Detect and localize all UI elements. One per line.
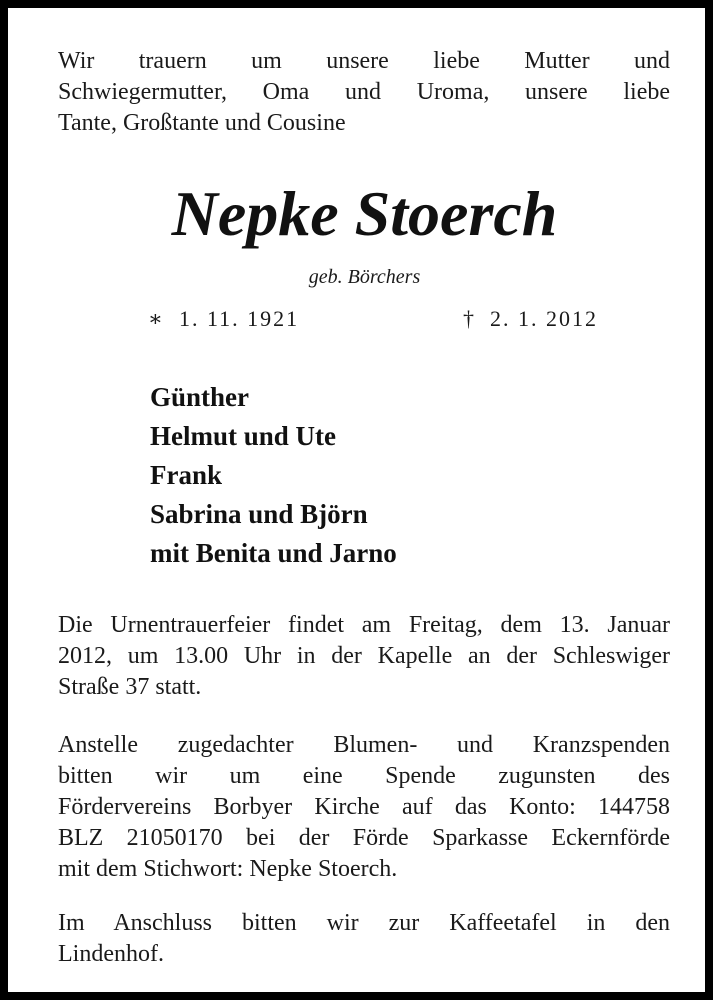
- ceremony-paragraph: [58, 610, 670, 703]
- ceremony-line: Straße 37 statt.: [58, 674, 202, 700]
- mourner-entry: Günther: [150, 382, 250, 412]
- donation-line: bitten wir um eine Spende zugunsten des: [58, 763, 670, 789]
- coffee-line: Lindenhof.: [58, 941, 164, 967]
- mourners-list: [150, 378, 550, 573]
- birth-date-group: [148, 304, 299, 334]
- mourner-entry: Frank: [150, 460, 223, 490]
- deceased-name: Nepke Stoerch: [171, 178, 558, 249]
- intro-paragraph: [58, 46, 670, 139]
- donation-line: BLZ 21050170 bei der Förde Sparkasse Eckernförde: [58, 825, 670, 851]
- birth-star-icon: ∗: [148, 306, 165, 331]
- intro-line: Wir trauern um unsere liebe Mutter und: [58, 48, 670, 74]
- donation-line: Fördervereins Borbyer Kirche auf das Konto: 144758: [58, 794, 670, 820]
- ceremony-line: 2012, um 13.00 Uhr in der Kapelle an der Schleswiger: [58, 643, 670, 669]
- intro-line: Tante, Großtante und Cousine: [58, 110, 346, 136]
- coffee-line: Im Anschluss bitten wir zur Kaffeetafel in den: [58, 910, 670, 936]
- coffee-paragraph: [58, 908, 670, 970]
- mourner-entry: mit Benita und Jarno: [150, 538, 397, 568]
- death-date: 2. 1. 2012: [490, 306, 598, 331]
- life-dates: [148, 304, 598, 334]
- donation-paragraph: [58, 730, 670, 885]
- death-date-group: [463, 304, 598, 334]
- donation-line: mit dem Stichwort: Nepke Stoerch.: [58, 856, 398, 882]
- ceremony-line: Die Urnentrauerfeier findet am Freitag, dem 13. Januar: [58, 612, 670, 638]
- mourner-entry: Helmut und Ute: [150, 421, 337, 451]
- death-cross-icon: †: [463, 306, 476, 331]
- birth-date: 1. 11. 1921: [178, 306, 300, 331]
- donation-line: Anstelle zugedachter Blumen- und Kranzspenden: [58, 732, 670, 758]
- birth-name: geb. Börchers: [308, 266, 421, 288]
- intro-line: Schwiegermutter, Oma und Uroma, unsere liebe: [58, 79, 670, 105]
- mourner-entry: Sabrina und Björn: [150, 499, 368, 529]
